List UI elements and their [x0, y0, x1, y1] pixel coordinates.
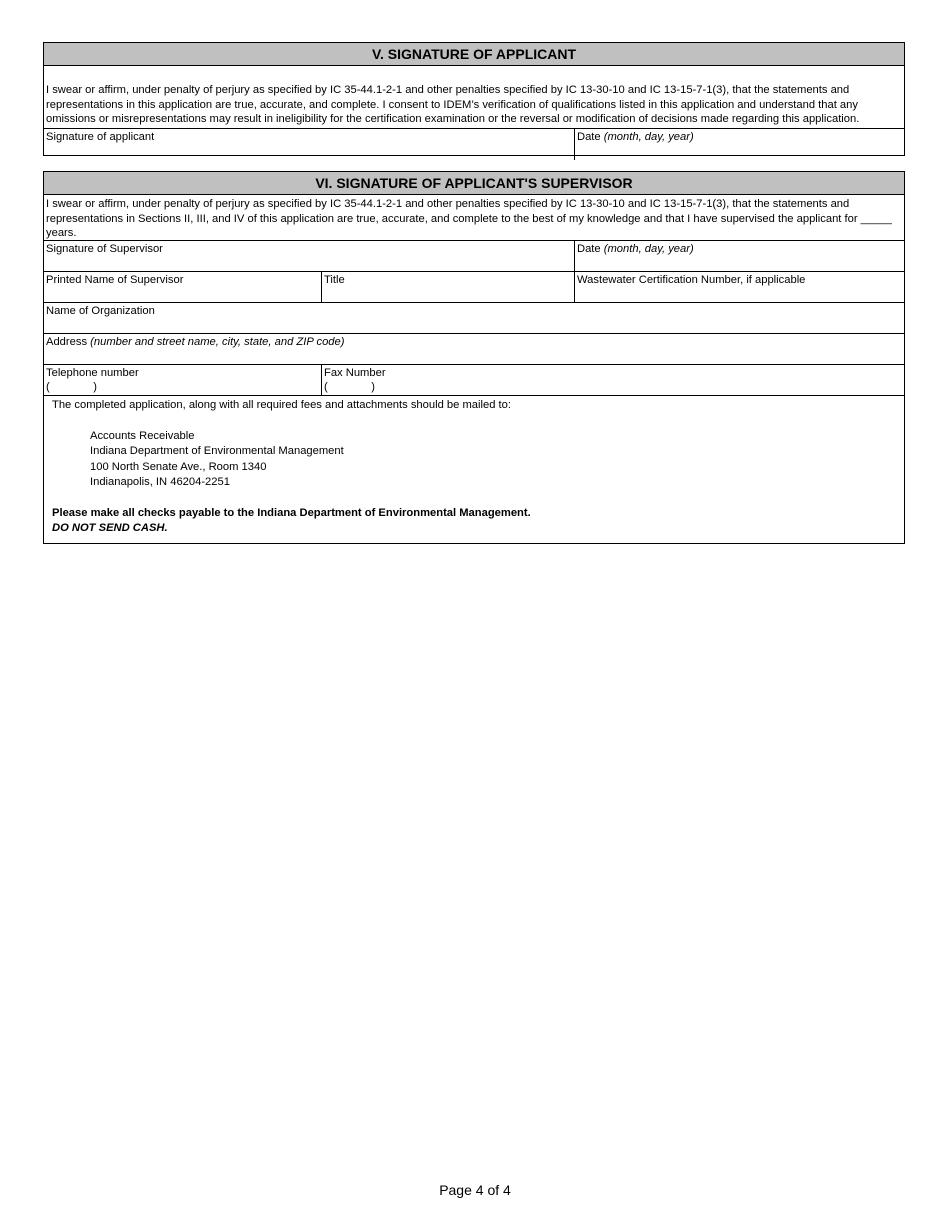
fax-field[interactable] [321, 365, 904, 395]
fax-area-code: ( ) [324, 381, 375, 393]
supervisor-date-field[interactable] [574, 241, 904, 271]
mailing-intro: The completed application, along with all required fees and attachments should be mailed to: [52, 399, 511, 411]
title-label: Title [324, 274, 345, 286]
address-field[interactable] [44, 334, 904, 364]
section-title: VI. SIGNATURE OF APPLICANT'S SUPERVISOR [44, 172, 904, 195]
certification-number-field[interactable] [574, 272, 904, 302]
checks-note: Please make all checks payable to the Indiana Department of Environmental Management. [52, 506, 531, 519]
applicant-affirmation-text: I swear or affirm, under penalty of perjury as specified by IC 35-44.1-2-1 and other penalties specified by IC 13-30-10 and IC 13-15-7-1(3), that the statements and representations in this application are true, accurate, and complete. I consent to IDEM’s verification of qualifications listed in this application and understand that any omissions or misrepresentations may result in ineligibility for the certification examination or the reversal or modification of decisions made regarding this application. [46, 84, 860, 125]
printed-name-label: Printed Name of Supervisor [46, 274, 184, 286]
fax-label: Fax Number [324, 367, 386, 379]
date-label: Date [577, 243, 601, 255]
date-hint: (month, day, year) [603, 243, 694, 255]
telephone-field[interactable] [44, 365, 321, 395]
address-label: Address [46, 336, 88, 348]
section-applicant-signature [43, 42, 905, 156]
mailing-address [52, 429, 904, 491]
mailing-instructions [44, 396, 904, 547]
applicant-signature-label: Signature of applicant [46, 131, 155, 143]
supervisor-signature-label: Signature of Supervisor [46, 243, 163, 255]
page-number: Page 4 of 4 [439, 1182, 511, 1198]
telephone-label: Telephone number [46, 367, 139, 379]
date-hint: (month, day, year) [603, 131, 694, 143]
applicant-date-field[interactable] [574, 129, 904, 160]
address-line: Accounts Receivable [90, 429, 195, 442]
address-line: Indiana Department of Environmental Management [90, 445, 344, 457]
supervisor-affirmation-text: I swear or affirm, under penalty of perjury as specified by IC 35-44.1-2-1 and other penalties specified by IC 13-30-10 and IC 13-15-7-1(3), that the statements and representations in Sections II, III, and IV of this application are true, accurate, and complete to the best of my knowledge and that I have supervised the applicant for _____ years. [46, 198, 892, 239]
title-field[interactable] [321, 272, 574, 302]
section-title: V. SIGNATURE OF APPLICANT [44, 43, 904, 66]
address-line: 100 North Senate Ave., Room 1340 [90, 460, 267, 473]
address-line: Indianapolis, IN 46204-2251 [90, 476, 230, 488]
telephone-area-code: ( ) [46, 381, 97, 393]
date-label: Date [577, 131, 601, 143]
printed-name-field[interactable] [44, 272, 321, 302]
address-hint: (number and street name, city, state, and ZIP code) [90, 336, 345, 348]
section-supervisor-signature [43, 171, 905, 544]
cash-note: DO NOT SEND CASH. [52, 522, 168, 534]
applicant-signature-field[interactable] [44, 129, 574, 160]
organization-name-label: Name of Organization [46, 305, 155, 317]
organization-name-field[interactable] [44, 303, 904, 333]
supervisor-signature-field[interactable] [44, 241, 574, 271]
certification-number-label: Wastewater Certification Number, if applicable [577, 274, 806, 286]
